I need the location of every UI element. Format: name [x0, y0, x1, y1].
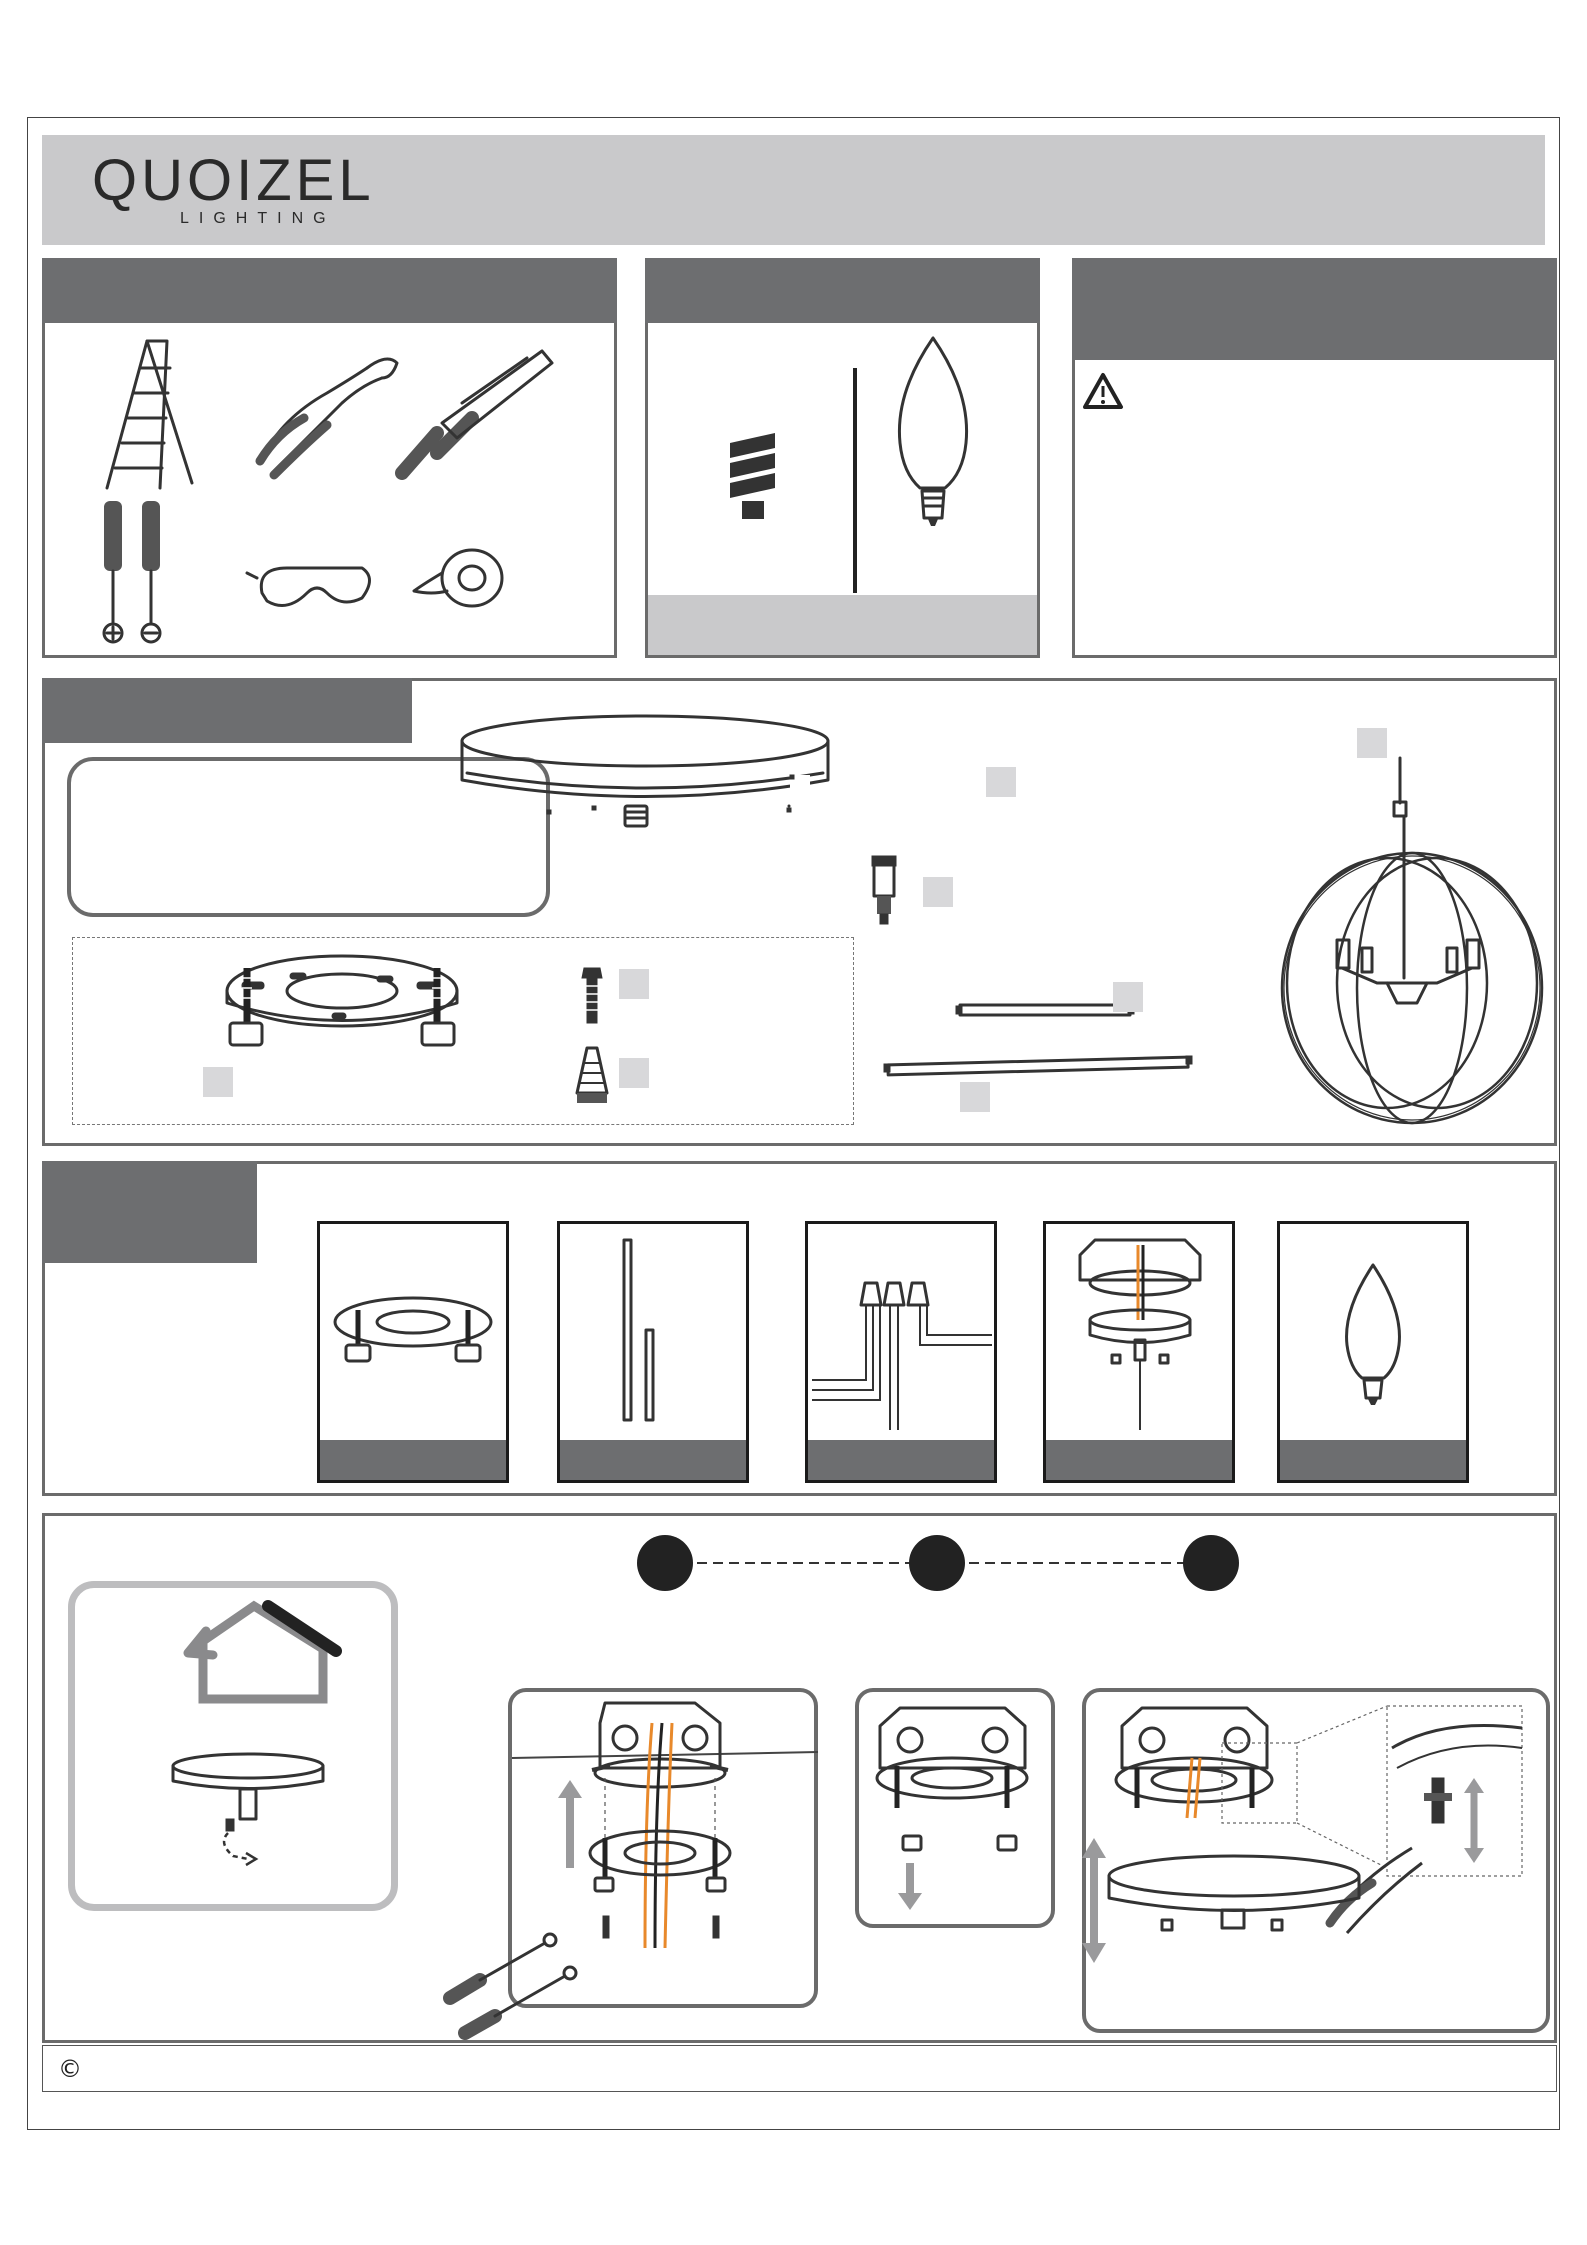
step-dot-1: [637, 1535, 693, 1591]
step-dot-2: [909, 1535, 965, 1591]
canopy-icon: [1109, 1856, 1359, 1930]
step-dot-3: [1183, 1535, 1239, 1591]
canopy-icon: [173, 1754, 323, 1865]
power-off-illustration: [68, 1581, 398, 1911]
brand-sub: LIGHTING: [180, 210, 336, 227]
step-1-illustration: [440, 1688, 840, 2068]
phillips-screwdriver-icon: [450, 1934, 556, 1998]
pliers-icon: [1330, 1848, 1422, 1933]
step-3-illustration: [1082, 1688, 1550, 2033]
junction-box-icon: [877, 1708, 1027, 1808]
step-2-illustration: [855, 1688, 1055, 1928]
junction-box-icon: [1116, 1708, 1272, 1808]
copyright-symbol: ©: [58, 2055, 82, 2083]
house-icon: [188, 1606, 336, 1699]
footer-bar: [42, 2045, 1557, 2092]
brand-name: QUOIZEL: [92, 148, 375, 213]
